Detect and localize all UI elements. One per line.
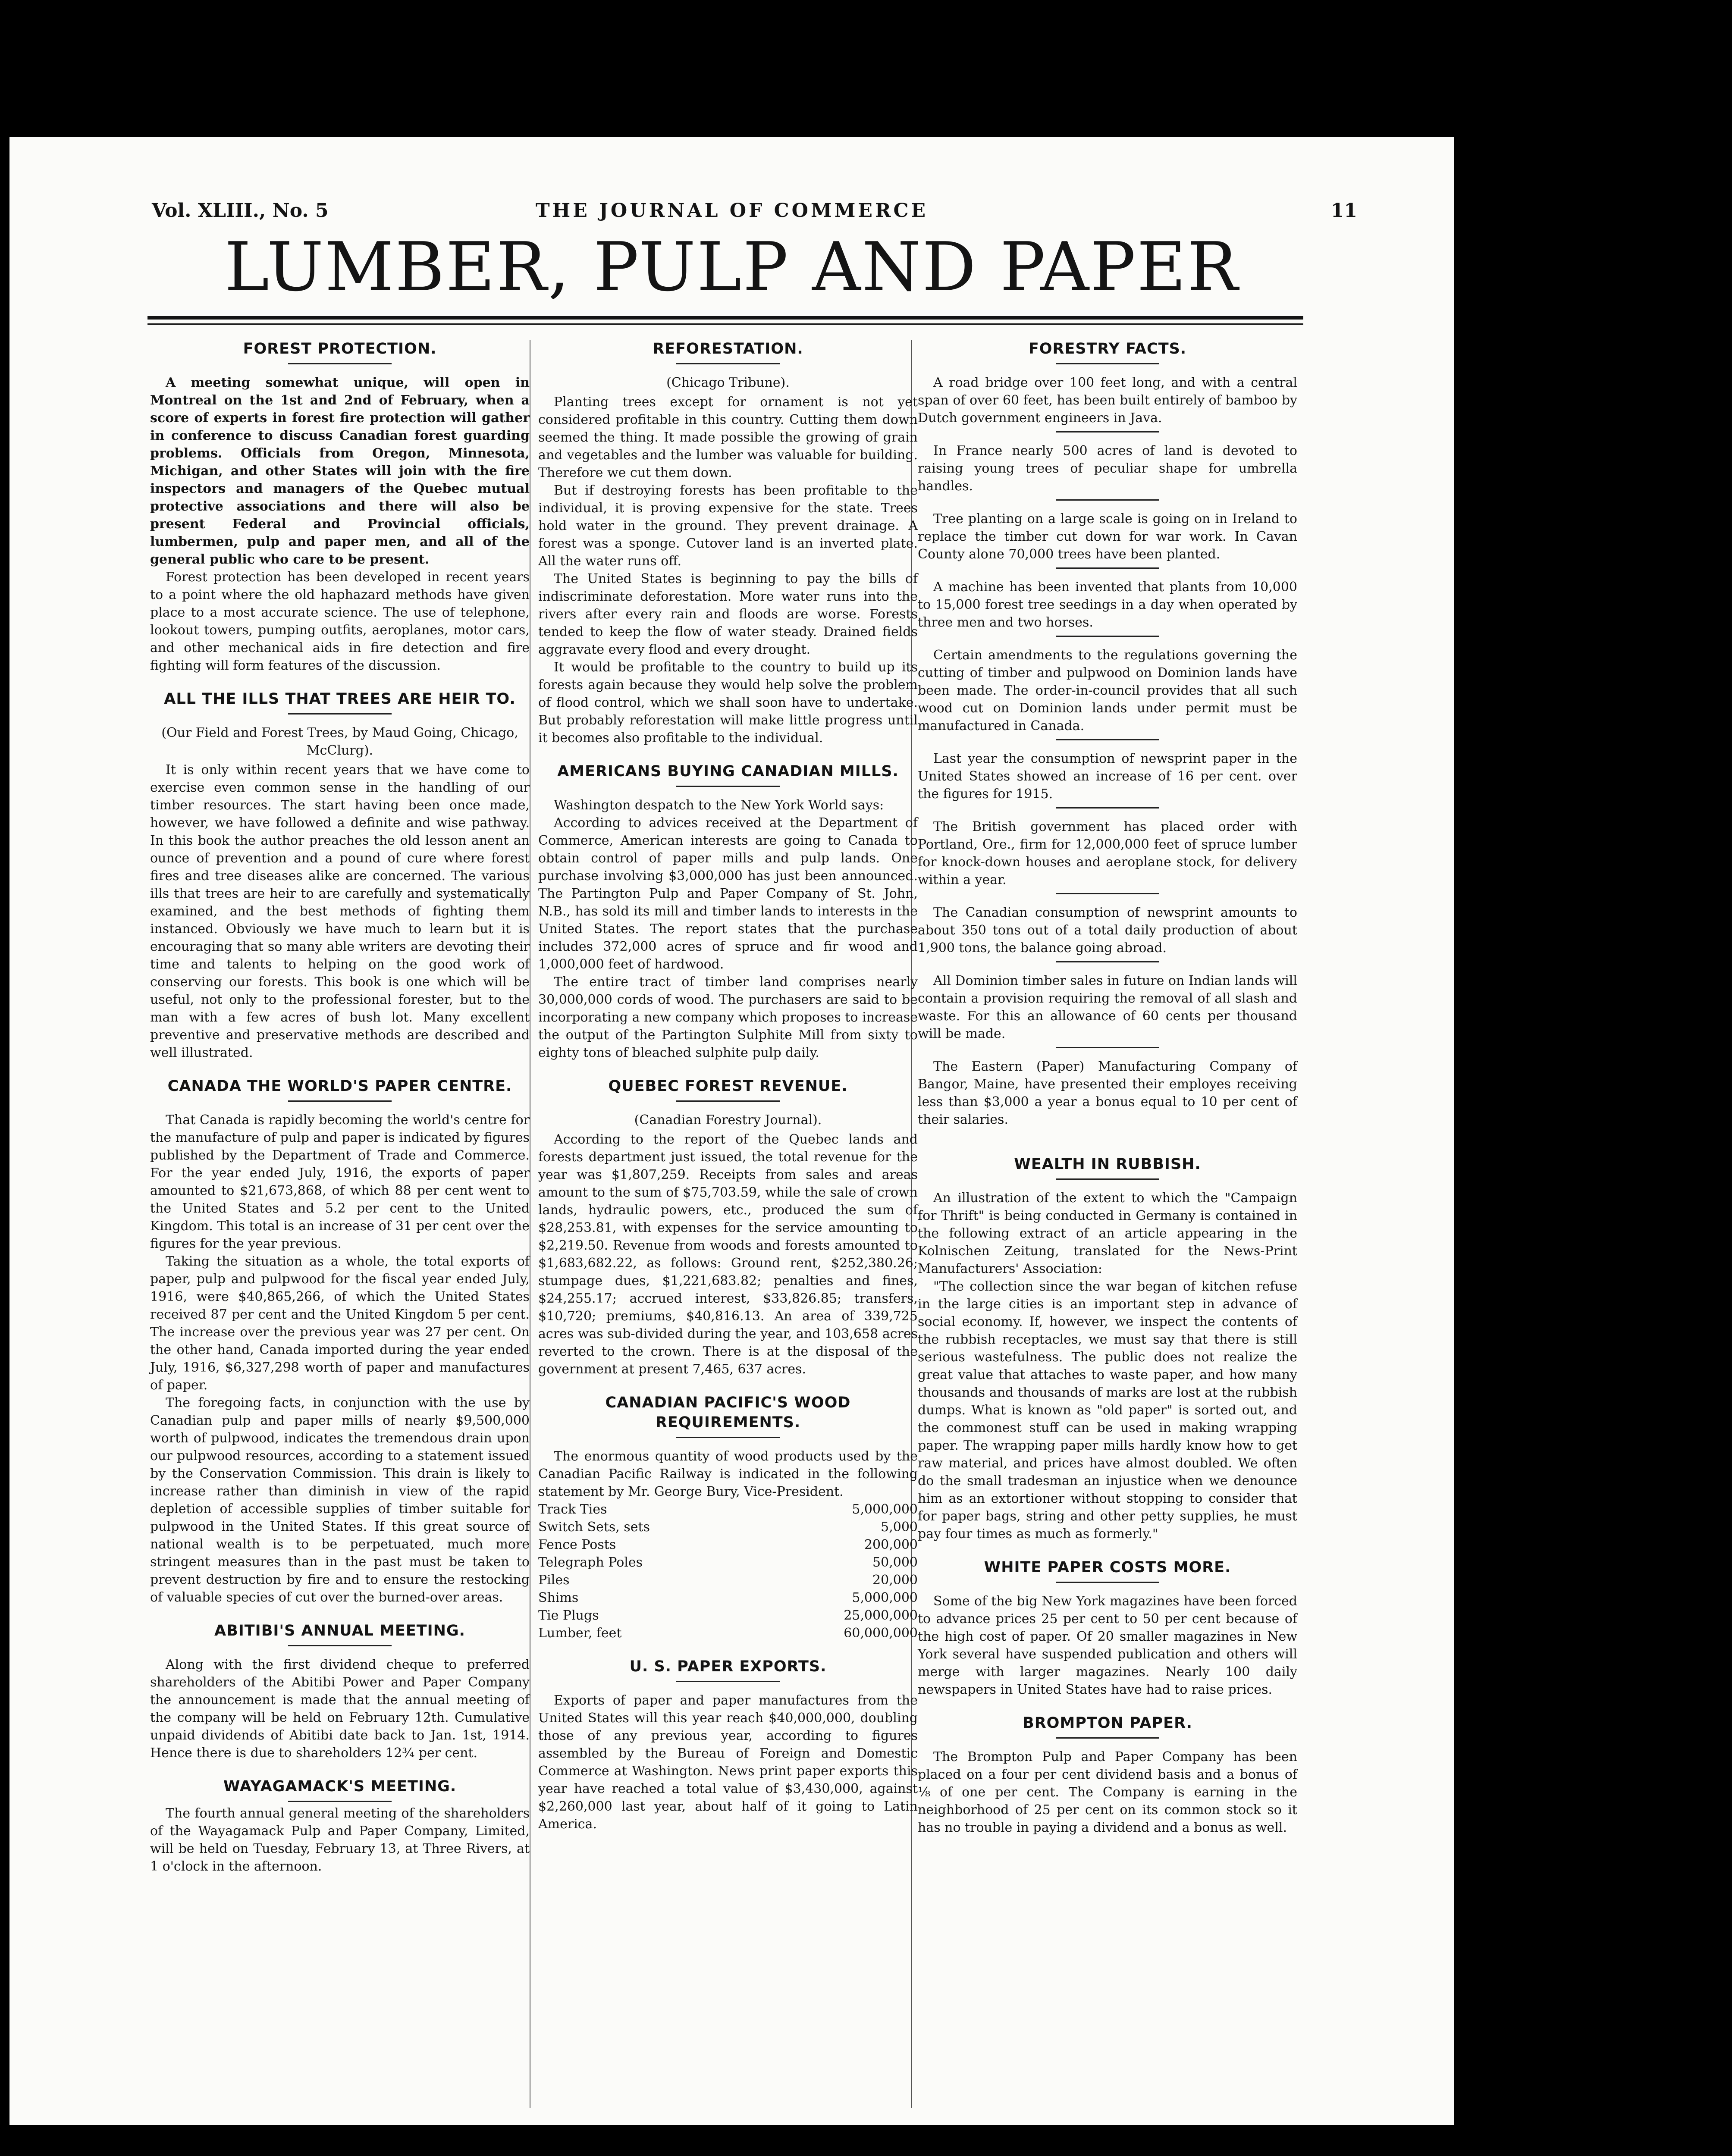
headline-rule [288,1100,392,1102]
table-item: Shims [538,1590,579,1605]
article-source: (Canadian Forestry Journal). [634,1112,822,1128]
paragraph: Washington despatch to the New York World says: [554,798,884,813]
paragraph: "The collection since the war began of kitchen refuse in the large cities is an important step in advance of social economy. If, however, we inspect the contents of the rubbish receptacles, we must say that there is still serious wastefulness. The public does not realize the great value that attaches to waste paper, and how many thousands and thousands of marks are lost at the rubbish dumps. What is known as "old paper" is sorted out, and the commonest stuff can be used in making wrapping paper. The wrapping paper mills hardly know how to get raw material, and prices have almost doubled. We often do the small tradesman an injustice when we denounce him as an extortioner without stopping to consider that for paper bags, string and other petty supplies, he must pay four times as much as formerly." [918,1279,1297,1542]
column-2 [538,339,918,1833]
paragraph: Some of the big New York magazines have been forced to advance prices 25 per cent to 50 per cent because of the high cost of paper. Of 20 smaller magazines in New York several have suspended publication and others will merge with larger magazines. Nearly 100 daily newspapers in United States have had to raise prices. [918,1594,1297,1697]
headline-rule [676,786,780,787]
paragraph: According to advices received at the Department of Commerce, American interests are going to Canada to obtain control of paper mills and pulp lands. One purchase involving $3,000,000 has just been announced. The Partington Pulp and Paper Company of St. John, N.B., has sold its mill and timber lands to interests in the United States. The report states that the purchase includes 372,000 acres of spruce and fir wood and 1,000,000 feet of hardwood. [538,815,918,972]
headline-rule [676,363,780,364]
column-3 [918,339,1297,1836]
table-row [538,1624,918,1642]
article-title: WEALTH IN RUBBISH. [1014,1156,1201,1173]
fact-separator [1056,567,1159,569]
table-item: Switch Sets, sets [538,1520,650,1535]
table-item: Track Ties [538,1502,607,1517]
headline-rule [1056,1737,1159,1739]
article-title: CANADIAN PACIFIC'S WOOD REQUIREMENTS. [605,1394,851,1431]
paragraph: The fourth annual general meeting of the shareholders of the Wayagamack Pulp and Paper Company, Limited, will be held on Tuesday, February 13, at Three Rivers, at 1 o'clock in the afternoon. [150,1806,530,1874]
article-title: BROMPTON PAPER. [1023,1714,1192,1732]
article-title: AMERICANS BUYING CANADIAN MILLS. [557,763,899,780]
table-item: Tie Plugs [538,1608,599,1623]
fact-item: The Canadian consumption of newsprint amounts to about 350 tons out of a total daily production of about 1,900 tons, the balance going abroad. [918,905,1297,956]
paragraph: Forest protection has been developed in recent years to a point where the old haphazard methods have given place to a most accurate science. The use of telephone, lookout towers, pumping outfits, aeroplanes, motor cars, and other mechanical aids in fire detection and fire fighting will form features of the discussion. [150,570,530,673]
page-number: 11 [1330,200,1357,222]
table-value: 60,000,000 [844,1626,918,1641]
fact-separator [1056,499,1159,501]
newspaper-page [9,137,1454,2125]
paragraph: It is only within recent years that we have come to exercise even common sense in the handling of our timber resources. The start having been once made, however, we have followed a definite and wise pathway. In this book the author preaches the old lesson anent an ounce of prevention and a pound of cure where forest fires and tree diseases alike are concerned. The various ills that trees are heir to are carefully and systematically examined, and the best methods of fighting them instanced. Obviously we have much to learn but it is encouraging that so many able writers are devoting their time and talents to helping on the good work of conserving our forests. This book is one which will be useful, not only to the professional forester, but to the man with a few acres of bush lot. Many excellent preventive and preservative methods are described and well illustrated. [150,762,530,1060]
paragraph: That Canada is rapidly becoming the world's centre for the manufacture of pulp and paper is indicated by figures published by the Department of Trade and Commerce. For the year ended July, 1916, the exports of paper amounted to $21,673,868, of which 88 per cent went to the United States and 5.2 per cent to the United Kingdom. This total is an increase of 31 per cent over the figures for the year previous. [150,1112,530,1251]
headline-rule [676,1437,780,1438]
paragraph: Planting trees except for ornament is not yet considered profitable in this country. Cutting them down seemed the thing. It made possible the growing of grain and vegetables and the lumber was valuable for building. Therefore we cut them down. [538,395,918,480]
table-row [538,1607,918,1624]
paragraph: According to the report of the Quebec lands and forests department just issued, the total revenue for the year was $1,807,259. Receipts from sales and areas amount to the sum of $75,703.59, while the sale of crown lands, hydraulic powers, etc., produced the sum of $28,253.81, with expenses for the service amounting to $2,219.50. Revenue from woods and forests amounted to $1,683,682.22, as follows: Ground rent, $252,380.26; stumpage dues, $1,221,683.82; penalties and fines, $24,255.17; accrued interest, $33,826.85; transfers, $10,720; premiums, $40,816.13. An area of 339,725 acres was sub-divided during the year, and 103,658 acres reverted to the crown. There is at the disposal of the government at present 7,465, 637 acres. [538,1132,918,1377]
headline-rule [288,363,392,364]
headline-rule [288,713,392,714]
fact-item: In France nearly 500 acres of land is devoted to raising young trees of peculiar shape for umbrella handles. [918,443,1297,494]
table-row [538,1501,918,1518]
headline-rule [1056,1178,1159,1180]
table-row [538,1554,918,1571]
article-title: WAYAGAMACK'S MEETING. [223,1778,457,1795]
paragraph: The United States is beginning to pay the bills of indiscriminate deforestation. More water runs into the rivers after every rain and floods are worse. Forests tended to keep the flow of water steady. Drained fields aggravate every flood and every drought. [538,571,918,657]
headline-rule [288,1645,392,1646]
table-item: Piles [538,1573,570,1588]
paragraph: The foregoing facts, in conjunction with the use by Canadian pulp and paper mills of nearly $9,500,000 worth of pulpwood, indicates the tremendous drain upon our pulpwood resources, according to a statement issued by the Conservation Commission. This drain is likely to increase rather than diminish in view of the rapid depletion of accessible supplies of timber suitable for pulpwood in the United States. If this great source of national wealth is to be perpetuated, much more stringent measures than in the past must be taken to prevent destruction by fire and to ensure the restocking of valuable species of cut over the burned-over areas. [150,1395,530,1605]
fact-separator [1056,739,1159,740]
table-value: 50,000 [872,1555,918,1570]
table-item: Lumber, feet [538,1626,622,1641]
masthead-title: LUMBER, PULP AND PAPER [224,228,1239,306]
table-value: 5,000,000 [852,1590,918,1605]
table-row [538,1536,918,1554]
headline-rule [676,1681,780,1682]
table-item: Telegraph Poles [538,1555,643,1570]
paragraph: The enormous quantity of wood products used by the Canadian Pacific Railway is indicated in the following statement by Mr. George Bury, Vice-President. [538,1449,918,1499]
fact-separator [1056,807,1159,808]
article-title: CANADA THE WORLD'S PAPER CENTRE. [167,1078,512,1095]
article-title: WHITE PAPER COSTS MORE. [984,1559,1231,1576]
fact-item: Certain amendments to the regulations governing the cutting of timber and pulpwood on Dominion lands have been made. The order-in-council provides that all such wood cut on Dominion lands under permit must be manufactured in Canada. [918,648,1297,733]
article-source: (Chicago Tribune). [666,375,790,390]
fact-item: The British government has placed order with Portland, Ore., firm for 12,000,000 feet of spruce lumber for knock-down houses and aeroplane stock, for delivery within a year. [918,819,1297,887]
column-1 [150,339,530,1875]
scan-border [1454,129,1732,2156]
fact-item: A road bridge over 100 feet long, and with a central span of over 60 feet, has been built entirely of bamboo by Dutch government engineers in Java. [918,375,1297,426]
table-value: 5,000,000 [852,1502,918,1517]
fact-separator [1056,431,1159,432]
table-item: Fence Posts [538,1537,616,1552]
article-title: QUEBEC FOREST REVENUE. [608,1078,848,1095]
fact-separator [1056,961,1159,962]
fact-item: Last year the consumption of newsprint paper in the United States showed an increase of 16 per cent. over the figures for 1915. [918,751,1297,802]
fact-item: All Dominion timber sales in future on Indian lands will contain a provision requiring the removal of all slash and waste. For this an allowance of 60 cents per thousand will be made. [918,973,1297,1041]
journal-name: THE JOURNAL OF COMMERCE [535,200,929,222]
article-title: FOREST PROTECTION. [243,340,437,357]
table-value: 200,000 [864,1537,918,1552]
wood-products-table [538,1501,918,1642]
headline-rule [1056,363,1159,364]
paragraph: Taking the situation as a whole, the total exports of paper, pulp and pulpwood for the fiscal year ended July, 1916, were $40,865,266, of which the United States received 87 per cent and the United Kingdom 5 per cent. The increase over the previous year was 27 per cent. On the other hand, Canada imported during the year ended July, 1916, $6,327,298 worth of paper and manufactures of paper. [150,1254,530,1393]
article-title: FORESTRY FACTS. [1028,340,1187,357]
table-row [538,1571,918,1589]
fact-separator [1056,636,1159,637]
article-source: (Our Field and Forest Trees, by Maud Going, Chicago, McClurg). [161,725,518,758]
paragraph: But if destroying forests has been profitable to the individual, it is proving expensive for the state. Trees hold water in the ground. They prevent drainage. A forest was a sponge. Cutover land is an inverted plate. All the water runs off. [538,483,918,569]
article-title: U. S. PAPER EXPORTS. [629,1658,827,1675]
fact-separator [1056,1047,1159,1048]
fact-item: The Eastern (Paper) Manufacturing Company of Bangor, Maine, have presented their employes receiving less than $3,000 a year a bonus equal to 10 per cent of their salaries. [918,1059,1297,1127]
headline-rule [288,1801,392,1802]
paragraph: A meeting somewhat unique, will open in Montreal on the 1st and 2nd of February, when a score of experts in forest fire protection will gather in conference to discuss Canadian forest guarding problems. Officials from Oregon, Minnesota, Michigan, and other States will join with the fire inspectors and managers of the Quebec mutual protective associations and there will also be present Federal and Provincial officials, lumbermen, pulp and paper men, and all of the general public who care to be present. [150,375,530,567]
paragraph: The Brompton Pulp and Paper Company has been placed on a four per cent dividend basis and a bonus of ⅛ of one per cent. The Company is earning in the neighborhood of 25 per cent on its common stock so it has no trouble in paying a dividend and a bonus as well. [918,1749,1297,1835]
paragraph: It would be profitable to the country to build up its forests again because they would help solve the problem of flood control, which we shall soon have to undertake. But probably reforestation will make little progress until it becomes also profitable to the individual. [538,660,918,746]
fact-item: A machine has been invented that plants from 10,000 to 15,000 forest tree seedings in a day when operated by three men and two horses. [918,580,1297,630]
table-row [538,1589,918,1607]
fact-item: Tree planting on a large scale is going on in Ireland to replace the timber cut down for war work. In Cavan County alone 70,000 trees have been planted. [918,511,1297,562]
headline-rule [1056,1582,1159,1583]
table-value: 25,000,000 [844,1608,918,1623]
masthead-rule-thick [147,316,1303,320]
paragraph: Along with the first dividend cheque to preferred shareholders of the Abitibi Power and Paper Company the announcement is made that the annual meeting of the company will be held on February 12th. Cumulative unpaid dividends of Abitibi date back to Jan. 1st, 1914. Hence there is due to shareholders 12¾ per cent. [150,1657,530,1761]
article-title: ALL THE ILLS THAT TREES ARE HEIR TO. [164,690,516,708]
article-title: REFORESTATION. [653,340,803,357]
paragraph: Exports of paper and paper manufactures from the United States will this year reach $40,000,000, doubling those of any previous year, according to figures assembled by the Bureau of Foreign and Domestic Commerce at Washington. News print paper exports this year have reached a total value of $3,430,000, against $2,260,000 last year, about half of it going to Latin America. [538,1693,918,1832]
article-title: ABITIBI'S ANNUAL MEETING. [214,1622,465,1639]
table-value: 20,000 [872,1573,918,1588]
table-row [538,1518,918,1536]
masthead-rule-thin [147,323,1303,325]
paragraph: The entire tract of timber land comprises nearly 30,000,000 cords of wood. The purchasers are said to be incorporating a new company which proposes to increase the output of the Partington Sulphite Mill from sixty to eighty tons of bleached sulphite pulp daily. [538,975,918,1060]
fact-separator [1056,893,1159,894]
volume-number: Vol. XLIII., No. 5 [152,200,329,222]
table-value: 5,000 [881,1520,918,1535]
paragraph: An illustration of the extent to which the "Campaign for Thrift" is being conducted in Germany is contained in the following extract of an article appearing in the Kolnischen Zeitung, translated for the News-Print Manufacturers' Association: [918,1191,1297,1276]
headline-rule [676,1100,780,1102]
